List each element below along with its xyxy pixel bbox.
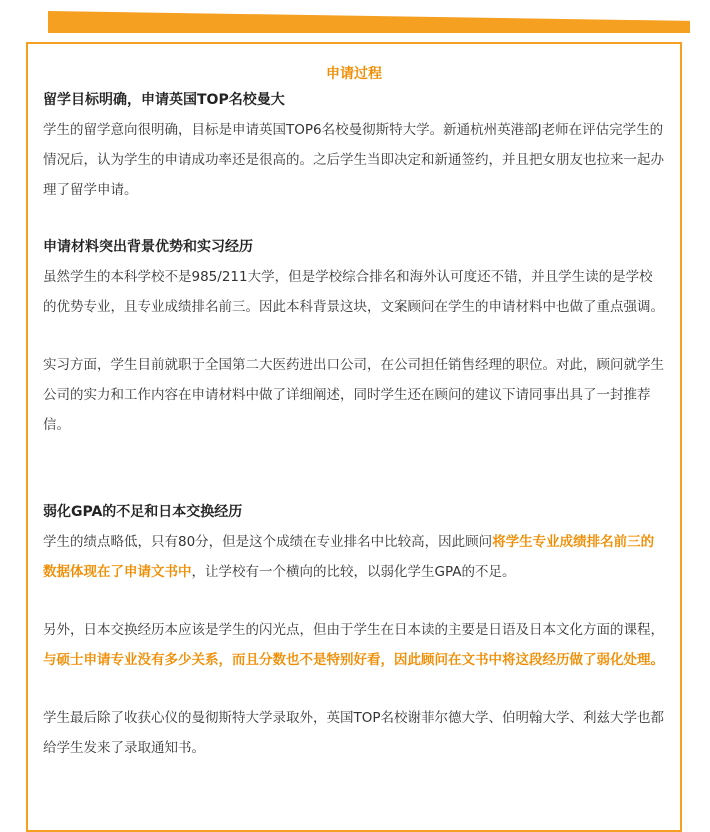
decorative-accent-bar <box>48 11 690 33</box>
section-heading-gpa: 弱化GPA的不足和日本交换经历 <box>43 504 243 520</box>
paragraph-gpa-text-b: ，让学校有一个横向的比较，以弱化学生GPA的不足。 <box>191 564 516 580</box>
paragraph-gpa-text-a: 学生的绩点略低，只有80分，但是这个成绩在专业排名中比较高，因此顾问 <box>43 534 493 550</box>
paragraph-gpa-highlight: 将学生专业成绩排名前三的数据体现在了申请文书中 <box>43 534 655 580</box>
paragraph-exchange-highlight: 与硕士申请专业没有多少关系，而且分数也不是特别好看，因此顾问在文书中将这段经历做了弱化处理。 <box>43 652 664 668</box>
section-heading-materials: 申请材料突出背景优势和实习经历 <box>43 239 253 255</box>
paragraph-goal: 学生的留学意向很明确，目标是申请英国TOP6名校曼彻斯特大学。新通杭州英港部J老师在评估完学生的情况后，认为学生的申请成功率还是很高的。之后学生当即决定和新通签约，并且把女朋友也拉来一起办理了留学申请。 <box>43 122 664 198</box>
page-title: 申请过程 <box>326 66 382 82</box>
spacer <box>43 587 665 615</box>
spacer <box>43 205 665 233</box>
paragraph-result: 学生最后除了收获心仪的曼彻斯特大学录取外，英国TOP名校谢菲尔德大学、伯明翰大学、利兹大学也都给学生发来了录取通知书。 <box>43 710 665 756</box>
paragraph-background: 虽然学生的本科学校不是985/211大学，但是学校综合排名和海外认可度还不错，并且学生读的是学校的优势专业，且专业成绩排名前三。因此本科背景这块，文案顾问在学生的申请材料中也做了重点强调。 <box>43 269 664 315</box>
paragraph-exchange-text-a: 另外，日本交换经历本应该是学生的闪光点，但由于学生在日本读的主要是日语及日本文化方面的课程， <box>43 622 664 638</box>
paragraph-exchange <box>43 615 665 675</box>
spacer <box>43 322 665 350</box>
article-body <box>43 62 665 763</box>
section-heading-goal: 留学目标明确，申请英国TOP名校曼大 <box>43 92 285 108</box>
paragraph-internship: 实习方面，学生目前就职于全国第二大医药进出口公司，在公司担任销售经理的职位。对此，顾问就学生公司的实力和工作内容在申请材料中做了详细阐述，同时学生还在顾问的建议下请同事出具了一封推荐信。 <box>43 357 664 433</box>
spacer <box>43 675 665 703</box>
paragraph-gpa <box>43 527 665 587</box>
spacer <box>43 440 665 498</box>
